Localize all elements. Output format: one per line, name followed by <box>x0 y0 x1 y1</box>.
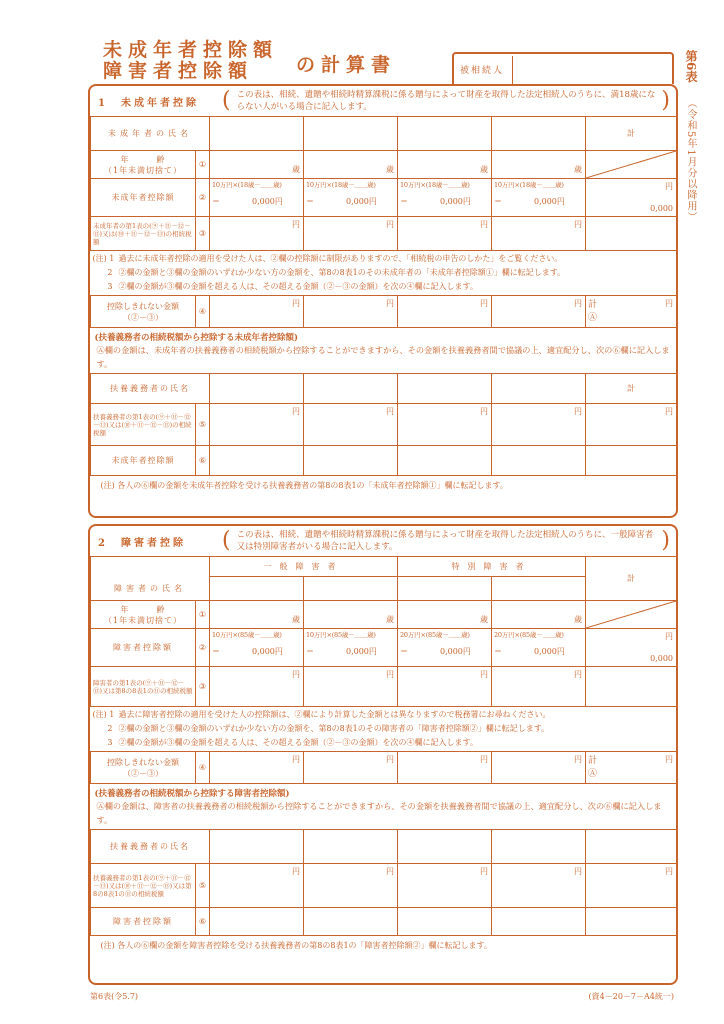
minor-tax-2[interactable]: 円 <box>304 217 398 251</box>
disabled-final-4[interactable] <box>492 908 586 936</box>
minor-age-label: 年 齢 （1年未満切捨て） <box>91 151 196 179</box>
minor-table <box>90 116 677 496</box>
row-mark-3: ③ <box>196 217 210 251</box>
disabled-name-1[interactable] <box>210 577 304 601</box>
minor-tax-total <box>586 217 677 251</box>
paren-open: ( <box>222 88 231 113</box>
disabled-tax-1[interactable]: 円 <box>210 667 304 707</box>
row-mark-4: ④ <box>196 296 210 328</box>
minor-deduct-1[interactable]: 10万円×(18歳－＿＿歳) ＝ 0,000円 <box>210 179 304 217</box>
disabled-tax-label: 障害者の第1表の(⑨＋⑪－⑫－⑬)又は第8の8表1の⑪の相続税額 <box>91 667 196 707</box>
disabled-deduct-label: 障害者控除額 <box>91 629 196 667</box>
age-unit: 歳 <box>480 165 488 174</box>
disabled-tax-2[interactable]: 円 <box>304 667 398 707</box>
disabled-age-4[interactable]: 歳 <box>492 601 586 629</box>
disabled-cannot-3[interactable]: 円 <box>398 752 492 784</box>
disabled-deduct-2[interactable]: 10万円×(85歳－＿＿歳) ＝ 0,000円 <box>304 629 398 667</box>
row-mark-2: ② <box>196 629 210 667</box>
disabled-deduct-4[interactable]: 20万円×(85歳－＿＿歳) ＝ 0,000円 <box>492 629 586 667</box>
minor-cannot-2[interactable]: 円 <box>304 296 398 328</box>
minor-supporter-tax-2[interactable]: 円 <box>304 404 398 446</box>
age-unit: 歳 <box>386 165 394 174</box>
section-minor <box>88 84 678 518</box>
disabled-deduct-1[interactable]: 10万円×(85歳－＿＿歳) ＝ 0,000円 <box>210 629 304 667</box>
row-mark-1: ① <box>196 151 210 179</box>
minor-deduct-2[interactable]: 10万円×(18歳－＿＿歳) ＝ 0,000円 <box>304 179 398 217</box>
minor-tax-3[interactable]: 円 <box>398 217 492 251</box>
minor-supporter-tax-4[interactable]: 円 <box>492 404 586 446</box>
disabled-age-label: 年 齢 （1年未満切捨て） <box>91 601 196 629</box>
disabled-total-header: 計 <box>586 557 677 601</box>
disabled-supporter-total <box>586 830 677 864</box>
disabled-age-2[interactable]: 歳 <box>304 601 398 629</box>
row-mark-5: ⑤ <box>196 404 210 446</box>
disabled-supporter-tax-1[interactable]: 円 <box>210 864 304 908</box>
disabled-cannot-label: 控除しきれない金額 （②－③） <box>91 752 196 784</box>
paren-open: ( <box>222 528 231 553</box>
minor-tax-1[interactable]: 円 <box>210 217 304 251</box>
minor-final-note: (注) 各人の⑥欄の金額を未成年者控除を受ける扶養義務者の第8の8表1の「未成年者控除額①」欄に転記します。 <box>91 476 677 496</box>
minor-supporter-tax-total[interactable]: 円 <box>586 404 677 446</box>
disabled-final-total[interactable] <box>586 908 677 936</box>
minor-name-4[interactable] <box>492 117 586 151</box>
minor-cannot-total[interactable]: 計 円 Ⓐ <box>586 296 677 328</box>
minor-deduct-label: 未成年者控除額 <box>91 179 196 217</box>
heir-name-box[interactable] <box>452 52 674 84</box>
footer-code: (資4－20－7－A4統一) <box>588 992 674 1001</box>
row-mark-3: ③ <box>196 667 210 707</box>
disabled-tax-4[interactable]: 円 <box>492 667 586 707</box>
section-minor-desc: この表は、相続、遺贈や相続時精算課税に係る贈与によって財産を取得した法定相続人のうちに、満18歳にならない人がいる場合に記入します。 <box>236 90 656 112</box>
minor-supporter-4[interactable] <box>492 374 586 404</box>
disabled-supporter-3[interactable] <box>398 830 492 864</box>
title-line2: 障害者控除額 <box>103 60 254 82</box>
heir-divider <box>512 56 513 84</box>
minor-name-2[interactable] <box>304 117 398 151</box>
minor-final-2[interactable] <box>304 446 398 476</box>
minor-name-3[interactable] <box>398 117 492 151</box>
minor-supporter-total-header: 計 <box>586 374 677 404</box>
disabled-final-label: 障害者控除額 <box>91 908 196 936</box>
disabled-supporter-4[interactable] <box>492 830 586 864</box>
minor-age-3[interactable] <box>398 151 492 179</box>
minor-final-total[interactable] <box>586 446 677 476</box>
disabled-age-3[interactable]: 歳 <box>398 601 492 629</box>
heir-label: 被相続人 <box>460 66 505 76</box>
paren-close: ) <box>661 88 670 113</box>
disabled-cannot-1[interactable]: 円 <box>210 752 304 784</box>
paren-close: ) <box>661 528 670 553</box>
minor-deduct-4[interactable]: 10万円×(18歳－＿＿歳) ＝ 0,000円 <box>492 179 586 217</box>
minor-supporter-tax-label: 扶養義務者の第1表の(⑨＋⑪－⑫－⑬)又は(⑩＋⑪－⑫－⑬)の相続税額 <box>91 404 196 446</box>
footer-form-id: 第6表(令5.7) <box>90 992 139 1001</box>
minor-age-4[interactable] <box>492 151 586 179</box>
disabled-final-3[interactable] <box>398 908 492 936</box>
disabled-final-2[interactable] <box>304 908 398 936</box>
minor-supporter-2[interactable] <box>304 374 398 404</box>
age-unit: 歳 <box>292 165 300 174</box>
disabled-cannot-4[interactable]: 円 <box>492 752 586 784</box>
minor-deduct-3[interactable]: 10万円×(18歳－＿＿歳) ＝ 0,000円 <box>398 179 492 217</box>
disabled-age-1[interactable]: 歳 <box>210 601 304 629</box>
title-line1: 未成年者控除額 <box>103 39 279 61</box>
minor-final-3[interactable] <box>398 446 492 476</box>
disabled-final-1[interactable] <box>210 908 304 936</box>
minor-cannot-3[interactable]: 円 <box>398 296 492 328</box>
side-table-label: 第6表 <box>684 50 698 83</box>
minor-supporter-1[interactable] <box>210 374 304 404</box>
disabled-cannot-2[interactable]: 円 <box>304 752 398 784</box>
disabled-support-info: (扶養義務者の相続税額から控除する障害者控除額) Ⓐ欄の金額は、障害者の扶養義務者の相続税額から控除することができますから、その金額を扶養義務者間で協議の上、適宜配分し、次の⑥欄に記入します。 <box>91 784 677 830</box>
minor-final-4[interactable] <box>492 446 586 476</box>
minor-age-total-diag <box>586 151 677 179</box>
minor-supporter-tax-3[interactable]: 円 <box>398 404 492 446</box>
disabled-supporter-tax-4[interactable]: 円 <box>492 864 586 908</box>
minor-notes: (注) 1 過去に未成年者控除の適用を受けた人は、②欄の控除額に制限がありますので、「相続税の申告のしかた」をご覧ください。 2 ②欄の金額と③欄の金額のいずれか少ない方の金額を、第8の8表1のその未成年者の「未成年者控除額①」欄に転記します。 3 ②欄の金額が③欄の金額を超える人は、その超える金額（②－③の金額）を次の④欄に記入します。 <box>91 251 677 296</box>
minor-name-label: 未成年者の氏名 <box>91 117 210 151</box>
disabled-table <box>90 556 677 956</box>
minor-total-header: 計 <box>586 117 677 151</box>
disabled-notes: (注) 1 過去に障害者控除の適用を受けた人の控除額は、②欄により計算した金額とは異なりますので税務署にお尋ねください。 2 ②欄の金額と③欄の金額のいずれか少ない方の金額を、第8の8表1のその障害者の「障害者控除額②」欄に転記します。 3 ②欄の金額が③欄の金額を超える人は、その超える金額（②－③の金額）を次の④欄に記入します。 <box>91 707 677 752</box>
row-mark-1: ① <box>196 601 210 629</box>
disabled-deduct-total[interactable]: 円 0,000 <box>586 629 677 667</box>
minor-tax-4[interactable]: 円 <box>492 217 586 251</box>
minor-final-label: 未成年者控除額 <box>91 446 196 476</box>
disabled-name-2[interactable] <box>304 577 398 601</box>
general-disabled-header: 一般障害者 <box>210 557 398 577</box>
section-disabled-title: 2 障害者控除 <box>98 537 186 549</box>
special-disabled-header: 特別障害者 <box>398 557 586 577</box>
minor-cannot-4[interactable]: 円 <box>492 296 586 328</box>
minor-tax-label: 未成年者の第1表の(⑨＋⑪－⑫－⑬)又は(⑩＋⑪－⑫－⑬)の相続税額 <box>91 217 196 251</box>
disabled-cannot-total[interactable]: 計 円 Ⓐ <box>586 752 677 784</box>
age-unit: 歳 <box>574 165 582 174</box>
row-mark-4: ④ <box>196 752 210 784</box>
disabled-name-3[interactable] <box>398 577 492 601</box>
row-mark-6: ⑥ <box>196 908 210 936</box>
title-suffix: の計算書 <box>296 54 397 76</box>
row-mark-5: ⑤ <box>196 864 210 908</box>
disabled-supporter-1[interactable] <box>210 830 304 864</box>
minor-supporter-tax-1[interactable]: 円 <box>210 404 304 446</box>
disabled-supporter-tax-3[interactable]: 円 <box>398 864 492 908</box>
side-note: （令和5年1月分以降用） <box>685 98 696 223</box>
section-disabled <box>88 524 678 985</box>
minor-age-1[interactable] <box>210 151 304 179</box>
minor-support-info: (扶養義務者の相続税額から控除する未成年者控除額) Ⓐ欄の金額は、未成年者の扶養義務者の相続税額から控除することができますから、その金額を扶養義務者間で協議の上、適宜配分し、次の⑥欄に記入します。 <box>91 328 677 374</box>
section-minor-title: 1 未成年者控除 <box>98 97 199 109</box>
disabled-tax-3[interactable]: 円 <box>398 667 492 707</box>
row-mark-2: ② <box>196 179 210 217</box>
section-disabled-desc: この表は、相続、遺贈や相続時精算課税に係る贈与によって財産を取得した法定相続人のうちに、一般障害者又は特別障害者がいる場合に記入します。 <box>236 530 654 552</box>
disabled-supporter-tax-2[interactable]: 円 <box>304 864 398 908</box>
disabled-age-total-diag <box>586 601 677 629</box>
disabled-name-4[interactable] <box>492 577 586 601</box>
minor-age-2[interactable] <box>304 151 398 179</box>
disabled-supporter-tax-label: 扶養義務者の第1表の(⑨＋⑪－⑫－⑬)又は(⑩＋⑪－⑫－⑬)又は第8の8表1の⑪の相続税額 <box>91 864 196 908</box>
minor-deduct-total[interactable]: 円 0,000 <box>586 179 677 217</box>
disabled-tax-total <box>586 667 677 707</box>
minor-final-1[interactable] <box>210 446 304 476</box>
row-mark-6: ⑥ <box>196 446 210 476</box>
minor-name-1[interactable] <box>210 117 304 151</box>
minor-cannot-1[interactable]: 円 <box>210 296 304 328</box>
disabled-deduct-3[interactable]: 20万円×(85歳－＿＿歳) ＝ 0,000円 <box>398 629 492 667</box>
minor-supporter-3[interactable] <box>398 374 492 404</box>
disabled-supporter-tax-total[interactable]: 円 <box>586 864 677 908</box>
minor-supporter-label: 扶養義務者の氏名 <box>91 374 210 404</box>
disabled-supporter-label: 扶養義務者の氏名 <box>91 830 210 864</box>
disabled-supporter-2[interactable] <box>304 830 398 864</box>
disabled-final-note: (注) 各人の⑥欄の金額を障害者控除を受ける扶養義務者の第8の8表1の「障害者控除額②」欄に転記します。 <box>91 936 677 956</box>
minor-cannot-label: 控除しきれない金額 （②－③） <box>91 296 196 328</box>
disabled-name-label: 障害者の氏名 <box>91 557 210 601</box>
